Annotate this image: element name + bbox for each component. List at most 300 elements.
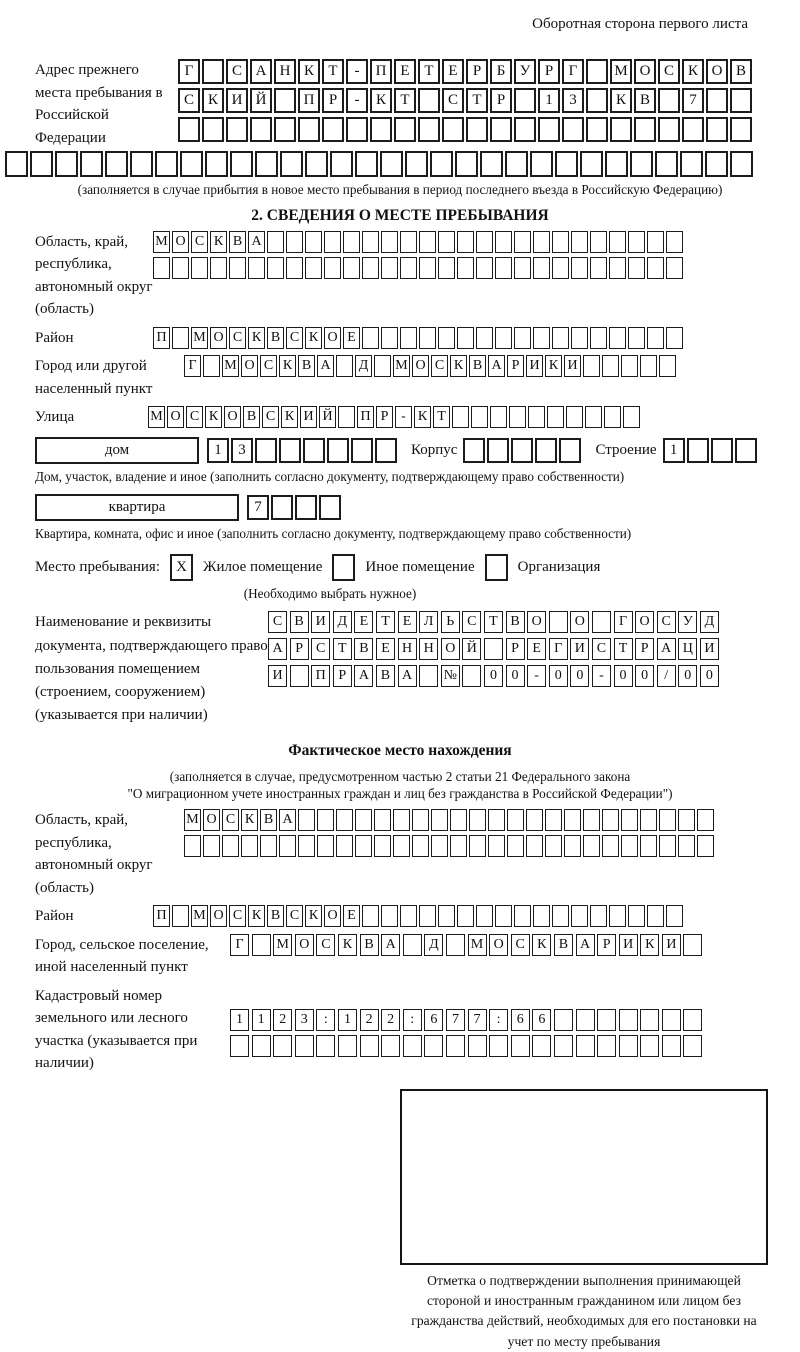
- char-cell: [683, 1035, 702, 1057]
- char-cell: [452, 406, 469, 428]
- char-cell: В: [730, 59, 752, 84]
- char-cell: [466, 117, 488, 142]
- char-cell: М: [393, 355, 410, 377]
- char-cell: М: [610, 59, 632, 84]
- char-cell: [457, 327, 474, 349]
- char-cell: [370, 117, 392, 142]
- char-cell: А: [279, 809, 296, 831]
- char-cell: [535, 438, 557, 463]
- char-cell: [446, 934, 465, 956]
- fact-region-label: Область, край, республика, автономный округ (область): [35, 812, 153, 896]
- char-cell: Д: [333, 611, 352, 633]
- char-cell: [640, 809, 657, 831]
- char-cell: [609, 905, 626, 927]
- char-cell: Т: [433, 406, 450, 428]
- prev-address-row-3: [178, 117, 754, 142]
- char-cell: [303, 438, 325, 463]
- char-cell: [360, 1035, 379, 1057]
- house-number-row: [207, 438, 399, 463]
- char-cell: С: [442, 88, 464, 113]
- char-cell: [640, 835, 657, 857]
- region-label: Область, край, республика, автономный округ (область): [35, 233, 153, 318]
- char-cell: [590, 905, 607, 927]
- char-cell: [583, 355, 600, 377]
- char-cell: [514, 88, 536, 113]
- char-cell: [552, 257, 569, 279]
- char-cell: [468, 1035, 487, 1057]
- char-cell: О: [324, 905, 341, 927]
- char-cell: [678, 809, 695, 831]
- char-cell: [585, 406, 602, 428]
- header-note: Оборотная сторона первого листа: [532, 16, 748, 32]
- char-cell: [267, 257, 284, 279]
- char-cell: У: [514, 59, 536, 84]
- char-cell: [730, 88, 752, 113]
- char-cell: Е: [343, 905, 360, 927]
- char-cell: П: [370, 59, 392, 84]
- char-cell: -: [592, 665, 611, 687]
- char-cell: :: [403, 1009, 422, 1031]
- char-cell: [526, 835, 543, 857]
- char-cell: [191, 257, 208, 279]
- char-cell: [330, 151, 353, 177]
- char-cell: [566, 406, 583, 428]
- char-cell: [343, 231, 360, 253]
- char-cell: К: [370, 88, 392, 113]
- char-cell: [571, 231, 588, 253]
- char-cell: [438, 231, 455, 253]
- char-cell: [202, 59, 224, 84]
- char-cell: [476, 905, 493, 927]
- char-cell: [484, 638, 503, 660]
- char-cell: 2: [273, 1009, 292, 1031]
- char-cell: [628, 905, 645, 927]
- city-label: Город или другой населенный пункт: [35, 358, 153, 397]
- char-cell: [286, 231, 303, 253]
- char-cell: [487, 438, 509, 463]
- char-cell: [549, 611, 568, 633]
- char-cell: Г: [184, 355, 201, 377]
- char-cell: Е: [343, 327, 360, 349]
- char-cell: [336, 355, 353, 377]
- stroenie-row: [663, 438, 759, 463]
- char-cell: Е: [394, 59, 416, 84]
- char-cell: В: [354, 638, 373, 660]
- char-cell: [526, 809, 543, 831]
- char-cell: [381, 327, 398, 349]
- document-cells: [268, 611, 721, 692]
- char-cell: [562, 117, 584, 142]
- char-cell: [659, 809, 676, 831]
- char-cell: В: [290, 611, 309, 633]
- char-cell: [252, 934, 271, 956]
- char-cell: С: [658, 59, 680, 84]
- char-cell: [469, 835, 486, 857]
- char-cell: [647, 905, 664, 927]
- stroenie-label: Строение: [595, 441, 657, 458]
- char-cell: [178, 117, 200, 142]
- char-cell: [457, 231, 474, 253]
- char-cell: [514, 117, 536, 142]
- char-cell: С: [462, 611, 481, 633]
- char-cell: [462, 665, 481, 687]
- char-cell: [476, 257, 493, 279]
- char-cell: [271, 495, 293, 520]
- char-cell: -: [527, 665, 546, 687]
- char-cell: [316, 1035, 335, 1057]
- prev-address-row-1: [178, 59, 754, 84]
- char-cell: О: [489, 934, 508, 956]
- char-cell: [412, 835, 429, 857]
- char-cell: [555, 151, 578, 177]
- char-cell: [621, 355, 638, 377]
- char-cell: [662, 1009, 681, 1031]
- char-cell: [586, 88, 608, 113]
- char-cell: [279, 835, 296, 857]
- char-cell: В: [267, 327, 284, 349]
- char-cell: И: [526, 355, 543, 377]
- char-cell: Й: [462, 638, 481, 660]
- char-cell: [476, 231, 493, 253]
- korpus-row: [463, 438, 583, 463]
- char-cell: [554, 1009, 573, 1031]
- char-cell: О: [324, 327, 341, 349]
- char-cell: Д: [355, 355, 372, 377]
- char-cell: [480, 151, 503, 177]
- char-cell: [346, 117, 368, 142]
- char-cell: [374, 835, 391, 857]
- char-cell: :: [489, 1009, 508, 1031]
- stamp-box: [400, 1089, 768, 1265]
- char-cell: [605, 151, 628, 177]
- char-cell: -: [346, 59, 368, 84]
- char-cell: [623, 406, 640, 428]
- stamp-caption: Отметка о подтверждении выполнения принимающей стороной и иностранным гражданином или лицом без гражданства действий, необходимых для его постановки на учет по месту пребывания: [411, 1272, 757, 1349]
- char-cell: 7: [468, 1009, 487, 1031]
- char-cell: О: [172, 231, 189, 253]
- street-label: Улица: [35, 409, 75, 426]
- char-cell: В: [469, 355, 486, 377]
- char-cell: А: [248, 231, 265, 253]
- char-cell: [80, 151, 103, 177]
- char-cell: [514, 327, 531, 349]
- char-cell: [545, 835, 562, 857]
- char-cell: О: [167, 406, 184, 428]
- char-cell: [305, 231, 322, 253]
- char-cell: И: [662, 934, 681, 956]
- char-cell: С: [311, 638, 330, 660]
- region-field: [35, 231, 800, 321]
- stay-type-label: Место пребывания:: [35, 559, 160, 576]
- char-cell: В: [360, 934, 379, 956]
- char-cell: [590, 327, 607, 349]
- char-cell: К: [640, 934, 659, 956]
- char-cell: [495, 905, 512, 927]
- char-cell: Т: [376, 611, 395, 633]
- char-cell: [279, 438, 301, 463]
- char-cell: М: [273, 934, 292, 956]
- char-cell: [153, 257, 170, 279]
- region-row-2: [153, 257, 685, 279]
- char-cell: [203, 835, 220, 857]
- char-cell: С: [286, 905, 303, 927]
- char-cell: [621, 835, 638, 857]
- char-cell: [403, 1035, 422, 1057]
- cadastral-label: Кадастровый номер земельного или лесного участка (указывается при наличии): [35, 987, 198, 1072]
- char-cell: [273, 1035, 292, 1057]
- char-cell: К: [298, 59, 320, 84]
- char-cell: [419, 257, 436, 279]
- char-cell: [442, 117, 464, 142]
- char-cell: 0: [570, 665, 589, 687]
- char-cell: [155, 151, 178, 177]
- stay-type-caption: (Необходимо выбрать нужное): [243, 586, 417, 602]
- char-cell: 1: [252, 1009, 271, 1031]
- char-cell: [590, 231, 607, 253]
- char-cell: [438, 257, 455, 279]
- char-cell: -: [395, 406, 412, 428]
- document-row-3: [268, 665, 721, 687]
- char-cell: 3: [295, 1009, 314, 1031]
- char-cell: [450, 809, 467, 831]
- char-cell: К: [248, 327, 265, 349]
- street-field: [35, 406, 800, 429]
- char-cell: И: [311, 611, 330, 633]
- char-cell: [446, 1035, 465, 1057]
- char-cell: [621, 809, 638, 831]
- char-cell: С: [262, 406, 279, 428]
- char-cell: [602, 355, 619, 377]
- fact-city-row: [230, 934, 705, 956]
- char-cell: [203, 355, 220, 377]
- char-cell: [619, 1035, 638, 1057]
- char-cell: [505, 151, 528, 177]
- char-cell: Р: [635, 638, 654, 660]
- char-cell: [105, 151, 128, 177]
- char-cell: 1: [207, 438, 229, 463]
- char-cell: [317, 835, 334, 857]
- apartment-box: квартира: [35, 494, 239, 521]
- char-cell: [680, 151, 703, 177]
- char-cell: Е: [398, 611, 417, 633]
- char-cell: [597, 1035, 616, 1057]
- char-cell: [362, 231, 379, 253]
- char-cell: [431, 809, 448, 831]
- char-cell: [355, 809, 372, 831]
- char-cell: [295, 495, 317, 520]
- char-cell: [730, 117, 752, 142]
- char-cell: [495, 231, 512, 253]
- char-cell: М: [153, 231, 170, 253]
- char-cell: [628, 231, 645, 253]
- char-cell: :: [316, 1009, 335, 1031]
- char-cell: [229, 257, 246, 279]
- char-cell: [280, 151, 303, 177]
- char-cell: [533, 231, 550, 253]
- char-cell: [666, 231, 683, 253]
- char-cell: А: [381, 934, 400, 956]
- char-cell: 1: [663, 438, 685, 463]
- char-cell: Р: [333, 665, 352, 687]
- char-cell: А: [657, 638, 676, 660]
- char-cell: [374, 809, 391, 831]
- char-cell: Т: [418, 59, 440, 84]
- char-cell: [419, 231, 436, 253]
- char-cell: К: [305, 327, 322, 349]
- char-cell: [514, 905, 531, 927]
- char-cell: [400, 905, 417, 927]
- char-cell: [180, 151, 203, 177]
- char-cell: О: [441, 638, 460, 660]
- char-cell: К: [248, 905, 265, 927]
- char-cell: [489, 1035, 508, 1057]
- char-cell: П: [298, 88, 320, 113]
- char-cell: С: [511, 934, 530, 956]
- char-cell: М: [468, 934, 487, 956]
- char-cell: Ц: [678, 638, 697, 660]
- char-cell: [552, 231, 569, 253]
- char-cell: [255, 151, 278, 177]
- char-cell: [267, 231, 284, 253]
- char-cell: [463, 438, 485, 463]
- char-cell: 6: [511, 1009, 530, 1031]
- char-cell: 2: [360, 1009, 379, 1031]
- char-cell: 7: [247, 495, 269, 520]
- char-cell: И: [700, 638, 719, 660]
- char-cell: [547, 406, 564, 428]
- char-cell: [255, 438, 277, 463]
- char-cell: Н: [398, 638, 417, 660]
- char-cell: [336, 809, 353, 831]
- char-cell: [476, 327, 493, 349]
- char-cell: 0: [700, 665, 719, 687]
- prev-address-row-4: [5, 151, 800, 177]
- char-cell: Г: [178, 59, 200, 84]
- section2-title: 2. СВЕДЕНИЯ О МЕСТЕ ПРЕБЫВАНИЯ: [251, 206, 549, 224]
- char-cell: [172, 327, 189, 349]
- char-cell: [597, 1009, 616, 1031]
- char-cell: [511, 438, 533, 463]
- char-cell: [683, 1009, 702, 1031]
- char-cell: С: [229, 905, 246, 927]
- char-cell: [640, 355, 657, 377]
- char-cell: [647, 327, 664, 349]
- char-cell: [592, 611, 611, 633]
- document-row-1: [268, 611, 721, 633]
- char-cell: [430, 151, 453, 177]
- char-cell: 3: [562, 88, 584, 113]
- char-cell: [602, 809, 619, 831]
- char-cell: О: [295, 934, 314, 956]
- char-cell: -: [346, 88, 368, 113]
- char-cell: А: [268, 638, 287, 660]
- char-cell: Н: [419, 638, 438, 660]
- char-cell: С: [222, 809, 239, 831]
- char-cell: [305, 151, 328, 177]
- char-cell: С: [316, 934, 335, 956]
- char-cell: К: [202, 88, 224, 113]
- char-cell: [471, 406, 488, 428]
- char-cell: В: [634, 88, 656, 113]
- char-cell: Г: [230, 934, 249, 956]
- char-cell: Т: [333, 638, 352, 660]
- char-cell: [533, 327, 550, 349]
- char-cell: [362, 905, 379, 927]
- char-cell: М: [191, 327, 208, 349]
- checkbox-organization: [485, 554, 508, 581]
- char-cell: [343, 257, 360, 279]
- char-cell: Е: [442, 59, 464, 84]
- fact-district-field: [35, 905, 800, 928]
- stay-type-field: [35, 554, 800, 581]
- char-cell: К: [281, 406, 298, 428]
- char-cell: [374, 355, 391, 377]
- char-cell: М: [184, 809, 201, 831]
- char-cell: [666, 905, 683, 927]
- char-cell: [511, 1035, 530, 1057]
- char-cell: В: [267, 905, 284, 927]
- char-cell: У: [678, 611, 697, 633]
- char-cell: [647, 231, 664, 253]
- char-cell: И: [619, 934, 638, 956]
- char-cell: Р: [322, 88, 344, 113]
- char-cell: [545, 809, 562, 831]
- char-cell: И: [268, 665, 287, 687]
- char-cell: [295, 1035, 314, 1057]
- char-cell: [130, 151, 153, 177]
- char-cell: [630, 151, 653, 177]
- char-cell: [586, 117, 608, 142]
- char-cell: [730, 151, 753, 177]
- char-cell: [628, 327, 645, 349]
- char-cell: [450, 835, 467, 857]
- char-cell: 1: [538, 88, 560, 113]
- char-cell: Е: [527, 638, 546, 660]
- char-cell: В: [506, 611, 525, 633]
- char-cell: М: [148, 406, 165, 428]
- char-cell: [697, 835, 714, 857]
- char-cell: О: [210, 905, 227, 927]
- char-cell: [355, 151, 378, 177]
- apartment-row: [247, 495, 343, 520]
- cadastral-row-1: [230, 1009, 705, 1031]
- char-cell: [490, 406, 507, 428]
- char-cell: [319, 495, 341, 520]
- char-cell: 1: [338, 1009, 357, 1031]
- char-cell: П: [153, 905, 170, 927]
- char-cell: К: [205, 406, 222, 428]
- apartment-field: [35, 494, 800, 521]
- char-cell: О: [706, 59, 728, 84]
- char-cell: [682, 117, 704, 142]
- char-cell: Р: [507, 355, 524, 377]
- option-other-premises-label: Иное помещение: [365, 559, 475, 576]
- char-cell: [338, 406, 355, 428]
- char-cell: Б: [490, 59, 512, 84]
- char-cell: [488, 809, 505, 831]
- char-cell: С: [592, 638, 611, 660]
- char-cell: Т: [322, 59, 344, 84]
- char-cell: [418, 117, 440, 142]
- char-cell: [412, 809, 429, 831]
- region-cells: [153, 231, 685, 283]
- char-cell: [659, 355, 676, 377]
- actual-location-caption-1: (заполняется в случае, предусмотренном частью 2 статьи 21 Федерального закона: [169, 768, 631, 784]
- cadastral-row-2: [230, 1035, 705, 1057]
- char-cell: Й: [319, 406, 336, 428]
- char-cell: [260, 835, 277, 857]
- city-field: [35, 355, 800, 400]
